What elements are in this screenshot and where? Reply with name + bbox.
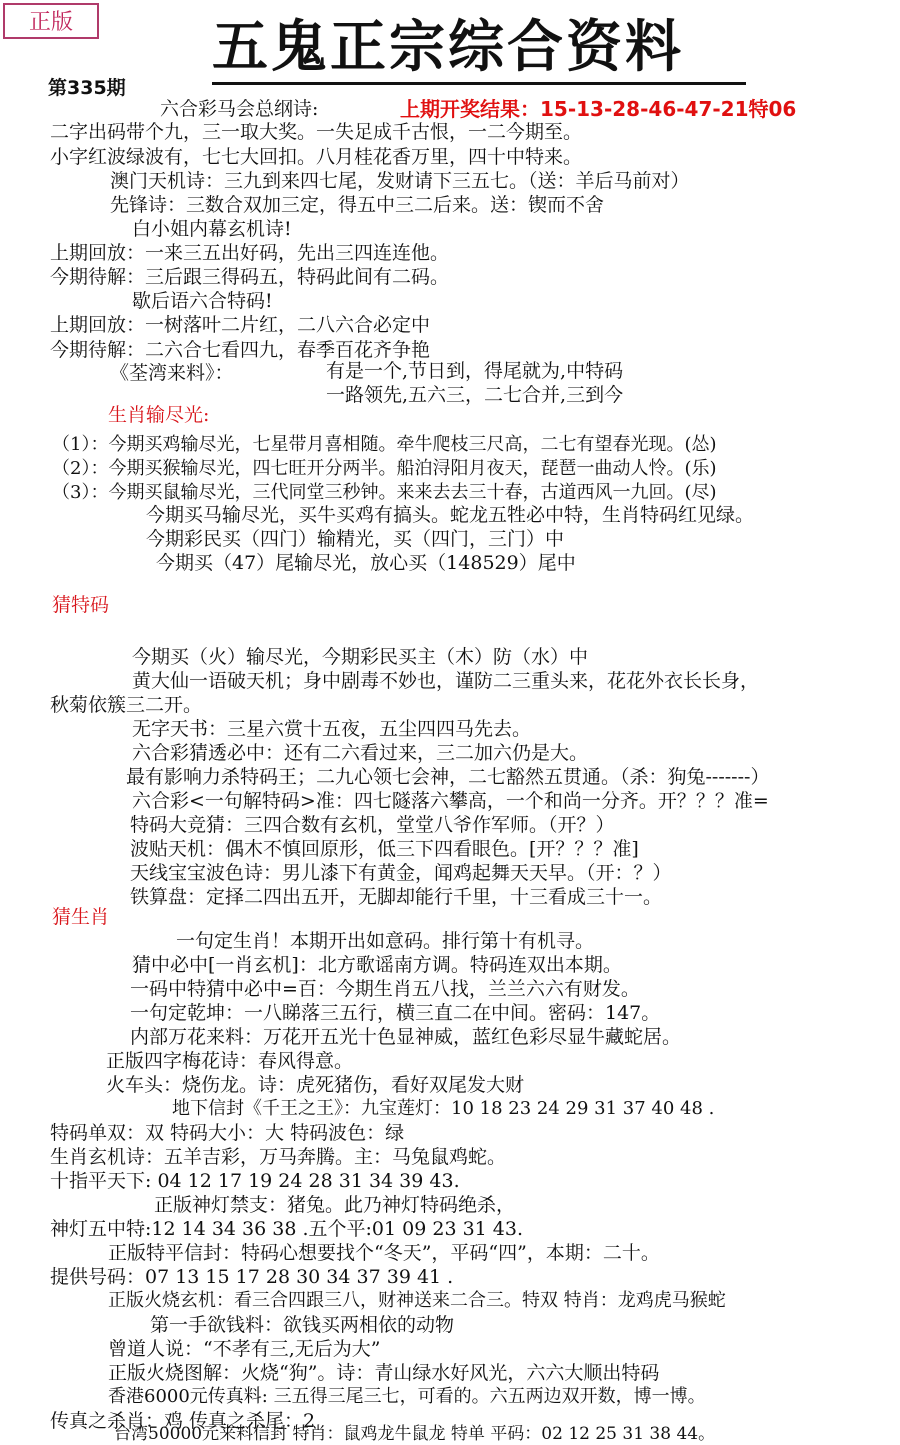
text-line: 火车头：烧伤龙。诗：虎死猪伤，看好双尾发大财 [106,1074,525,1096]
text-line: 正版四字梅花诗：春风得意。 [106,1050,354,1072]
text-line: 地下信封《千王之王》：九宝莲灯：10 18 23 24 29 31 37 40 48 . [172,1098,715,1119]
text-line: 今期买（火）输尽光，今期彩民买主（木）防（水）中 [132,646,589,668]
page-title: 五鬼正宗综合资料 [212,14,684,80]
text-line: 六合彩猜透必中：还有二六看过来，三二加六仍是大。 [132,742,589,764]
text-line: 六合彩<一句解特码>准：四七隧落六攀高，一个和尚一分齐。开？？？准= [132,790,769,812]
text-line: 小字红波绿波有，七七大回扣。八月桂花香万里，四十中特来。 [50,146,583,168]
section-title-guess-zodiac: 猜生肖 [52,906,110,928]
text-line: 一码中特猜中必中=百：今期生肖五八找，兰兰六六有财发。 [130,978,640,1000]
text-line: 正版火烧图解：火烧“狗”。诗：青山绿水好风光，六六大顺出特码 [108,1362,660,1384]
text-line: 一路领先,五六三，二七合并,三到今 [326,384,624,406]
text-line: （3）：今期买鼠输尽光，三代同堂三秒钟。来来去去三十春，古道西风一九回。(尽) [52,482,717,503]
text-line: （1）：今期买鸡输尽光，七星带月喜相随。牵牛爬枝三尺高，二七有望春光现。(怂) [52,434,717,455]
text-line: 无字天书：三星六赏十五夜，五尘四四马先去。 [132,718,532,740]
text-line: 今期彩民买（四门）输精光，买（四门，三门）中 [146,528,565,550]
text-line: 十指平天下: 04 12 17 19 24 28 31 34 39 43. [50,1170,460,1192]
text-line: 猜中必中[一肖玄机]：北方歌谣南方调。特码连双出本期。 [132,954,622,976]
text-line: 歇后语六合特码! [132,290,273,312]
text-line: 二字出码带个九，三一取大奖。一失足成千古恨，一二今期至。 [50,121,583,143]
poem-title: 六合彩马会总纲诗: [160,98,319,120]
section-title-zodiac-lose: 生肖输尽光: [108,404,210,426]
text-line: （2）：今期买猴输尽光，四七旺开分两半。船泊浔阳月夜天，琵琶一曲动人怜。(乐) [52,458,717,479]
text-line: 正版火烧玄机：看三合四跟三八，财神送来二合三。特双 特肖：龙鸡虎马猴蛇 [108,1290,726,1311]
text-line: 上期回放：一来三五出好码，先出三四连连他。 [50,242,450,264]
issue-number: 第335期 [48,77,126,99]
text-line: 秋菊依簇三二开。 [50,694,203,716]
text-line: 香港6000元传真料: 三五得三尾三七，可看的。六五两边双开数，博一博。 [108,1386,706,1407]
text-line: 铁算盘：定择二四出五开，无脚却能行千里，十三看成三十一。 [130,886,663,908]
text-line: 一句定乾坤：一八睇落三五行，横三直二在中间。密码：147。 [130,1002,661,1024]
text-line: 今期买马输尽光，买牛买鸡有搞头。蛇龙五牲必中特，生肖特码红见绿。 [146,504,755,526]
text-line: 特码大竞猜：三四合数有玄机，堂堂八爷作军师。（开？） [130,814,615,836]
text-line: 生肖玄机诗：五羊吉彩，万马奔腾。主：马兔鼠鸡蛇。 [50,1146,507,1168]
authentic-stamp: 正版 [3,3,99,39]
text-line: 今期买（47）尾输尽光，放心买（148529）尾中 [156,552,576,574]
text-line: 澳门天机诗：三九到来四七尾，发财请下三五七。（送：羊后马前对） [110,170,690,192]
text-line: 第一手欲钱料：欲钱买两相依的动物 [150,1314,455,1336]
text-line: 特码单双：双 特码大小：大 特码波色：绿 [50,1122,405,1144]
text-line: 今期待解：二六合七看四九，春季百花齐争艳 [50,339,431,361]
text-line: 波贴天机：偶木不慎回原形，低三下四看眼色。[开？？？准] [130,838,639,860]
text-line: 黄大仙一语破天机；身中剧毒不妙也，谨防二三重头来，花花外衣长长身， [132,670,760,692]
text-line: 内部万花来料：万花开五光十色显神威，蓝红色彩尽显牛藏蛇居。 [130,1026,682,1048]
text-line: 《荃湾来料》： [110,362,234,384]
text-line: 提供号码：07 13 15 17 28 30 34 37 39 41 . [50,1266,454,1288]
title-underline [212,82,746,85]
text-line: 台湾50000元来料信封 特肖：鼠鸡龙牛鼠龙 特单 平码：02 12 25 31 38 44。 [114,1424,716,1444]
text-line: 正版神灯禁支：猪兔。此乃神灯特码绝杀， [154,1194,516,1216]
text-line: 白小姐内幕玄机诗! [132,218,292,240]
last-draw-result: 上期开奖结果：15-13-28-46-47-21特06 [400,97,797,121]
text-line: 曾道人说：“不孝有三,无后为大” [108,1338,381,1360]
text-line: 最有影响力杀特码王；二九心领七会神，二七豁然五贯通。（杀：狗兔-------） [126,766,770,788]
text-line: 有是一个,节日到，得尾就为,中特码 [326,360,624,382]
text-line: 今期待解：三后跟三得码五，特码此间有二码。 [50,266,450,288]
text-line: 正版特平信封：特码心想要找个“冬天”，平码“四”，本期：二十。 [108,1242,660,1264]
section-title-guess-code: 猜特码 [52,594,110,616]
text-line: 神灯五中特:12 14 34 36 38 .五个平:01 09 23 31 43. [50,1218,524,1240]
text-line: 一句定生肖！本期开出如意码。排行第十有机寻。 [176,930,595,952]
text-line: 上期回放：一树落叶二片红，二八六合必定中 [50,314,431,336]
text-line: 先锋诗：三数合双加三定，得五中三二后来。送：锲而不舍 [110,194,605,216]
text-line: 天线宝宝波色诗：男儿漆下有黄金，闻鸡起舞天天早。（开：？） [130,862,672,884]
text-line: 传真之杀肖：鸡 传真之杀尾：2 [50,1410,316,1432]
